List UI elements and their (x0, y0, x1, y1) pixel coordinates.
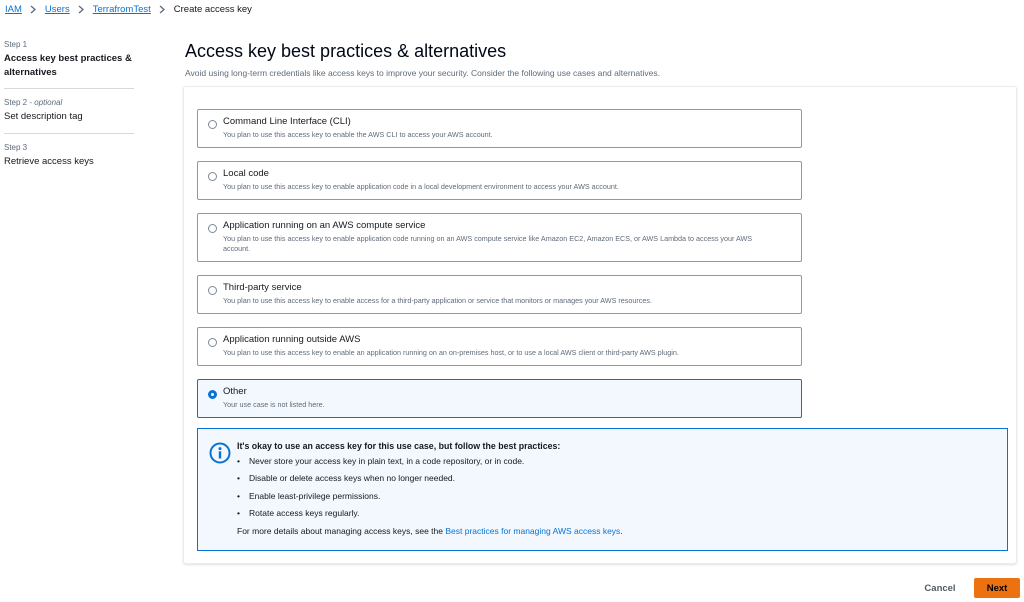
option-local-code[interactable] (197, 161, 802, 200)
breadcrumb-link-iam[interactable]: IAM (5, 3, 22, 15)
list-item: • Disable or delete access keys when no longer needed. (237, 473, 524, 490)
step-number: Step 3 (4, 142, 28, 152)
breadcrumb-link-user[interactable]: TerrafromTest (92, 3, 151, 15)
list-item: • Rotate access keys regularly. (237, 508, 524, 525)
option-description: You plan to use this access key to enable the AWS CLI to access your AWS account. (223, 130, 493, 139)
option-label: Local code (223, 168, 269, 179)
step-title: Set description tag (4, 111, 83, 122)
radio-button-selected[interactable] (208, 390, 217, 399)
chevron-right-icon (78, 5, 84, 14)
info-alert (197, 428, 1008, 551)
option-description: You plan to use this access key to enable access for a third-party application or service that monitors or manages your AWS resources. (223, 296, 652, 305)
best-practices-list (237, 456, 524, 525)
wizard-step-2 (4, 98, 134, 134)
alert-more-details: For more details about managing access keys, see the Best practices for managing AWS access keys. (237, 526, 623, 536)
radio-button[interactable] (208, 338, 217, 347)
option-label: Command Line Interface (CLI) (223, 116, 351, 127)
option-cli[interactable] (197, 109, 802, 148)
option-label: Application running outside AWS (223, 334, 361, 345)
page-title: Access key best practices & alternatives (185, 41, 507, 61)
wizard-steps (4, 40, 134, 186)
option-description: You plan to use this access key to enable an application running on an on-premises host, or to use a local AWS client or third-party AWS plugin. (223, 348, 679, 357)
cancel-button[interactable]: Cancel (912, 578, 968, 598)
page-description: Avoid using long-term credentials like access keys to improve your security. Consider the following use cases and alternatives. (185, 68, 660, 78)
option-label: Other (223, 386, 247, 397)
breadcrumb-link-users[interactable]: Users (44, 3, 70, 15)
list-item: • Never store your access key in plain text, in a code repository, or in code. (237, 456, 524, 473)
best-practices-link[interactable]: Best practices for managing AWS access keys (445, 526, 621, 536)
radio-button[interactable] (208, 286, 217, 295)
wizard-step-1 (4, 40, 134, 89)
radio-button[interactable] (208, 224, 217, 233)
option-third-party[interactable] (197, 275, 802, 314)
option-label: Third-party service (223, 282, 302, 293)
chevron-right-icon (159, 5, 165, 14)
breadcrumb (5, 2, 252, 16)
chevron-right-icon (30, 5, 36, 14)
next-button[interactable]: Next (974, 578, 1020, 598)
radio-button[interactable] (208, 120, 217, 129)
step-title: Retrieve access keys (4, 155, 94, 167)
option-aws-compute[interactable] (197, 213, 802, 262)
option-other[interactable] (197, 379, 802, 418)
step-number: Step 1 (4, 40, 28, 49)
option-description: Your use case is not listed here. (223, 400, 325, 409)
alert-title: It's okay to use an access key for this use case, but follow the best practices: (237, 441, 561, 451)
breadcrumb-current: Create access key (173, 3, 252, 15)
info-icon (209, 442, 231, 464)
option-label: Application running on an AWS compute service (223, 220, 426, 231)
list-item: • Enable least-privilege permissions. (237, 491, 524, 508)
step-optional-label: optional (34, 98, 63, 107)
option-description: You plan to use this access key to enable application code running on an AWS compute service like Amazon EC2, Amazon ECS, or AWS Lambda to access your AWS account. (223, 234, 753, 253)
option-description: You plan to use this access key to enable application code in a local development environment to access your AWS account. (223, 182, 619, 191)
step-number: Step 2 - optional (4, 98, 63, 107)
wizard-step-3 (4, 143, 134, 178)
step-title: Access key best practices & alternatives (4, 53, 132, 78)
option-outside-aws[interactable] (197, 327, 802, 366)
radio-button[interactable] (208, 172, 217, 181)
